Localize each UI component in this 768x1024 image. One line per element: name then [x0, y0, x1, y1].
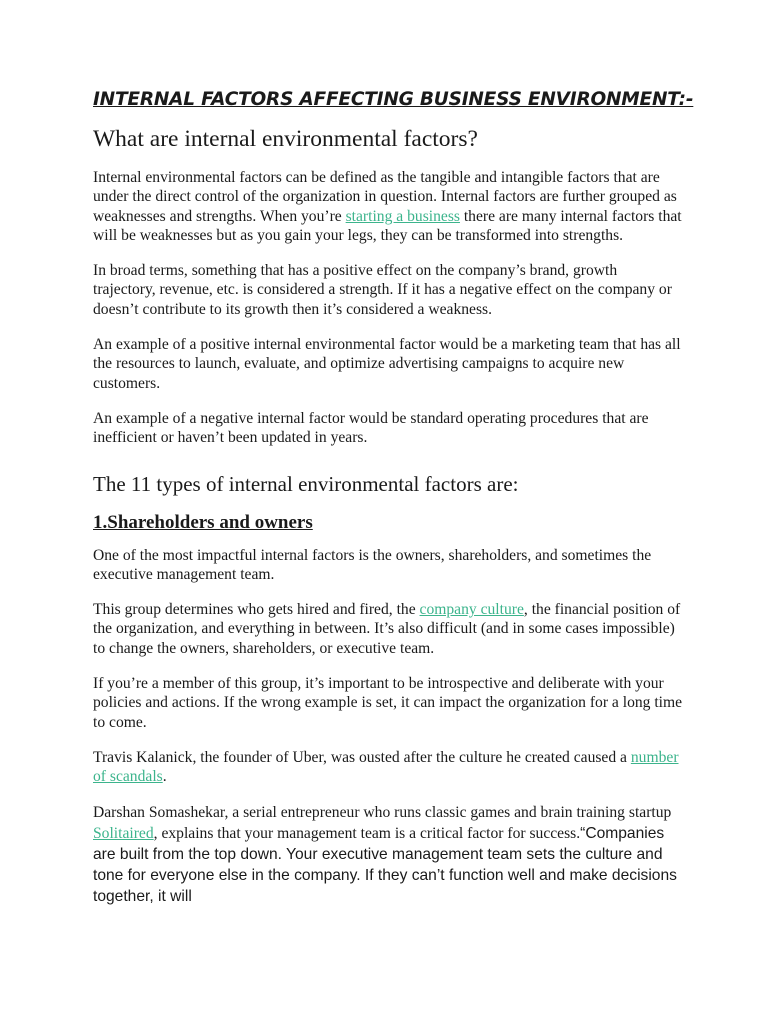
paragraph-text: Travis Kalanick, the founder of Uber, was ousted after the culture he created caused a: [93, 748, 631, 766]
quote-text: “Companies are built from the top down. Your executive management team sets the culture and tone for everyone else in the company. If they can’t function well and make decisions together, it will: [93, 824, 677, 905]
link-company-culture[interactable]: company culture: [419, 601, 524, 619]
paragraph-owners-impact: One of the most impactful internal factors is the owners, shareholders, and sometimes the executive management team.: [93, 546, 652, 583]
paragraph-negative-example: An example of a negative internal factor would be standard operating procedures that are inefficient or haven’t been updated in years.: [93, 409, 649, 447]
paragraph-text: there are many internal factors that will be weaknesses but as you gain your legs, they can be transformed into strengths.: [93, 207, 682, 244]
paragraph-positive-example: An example of a positive internal environmental factor would be a marketing team that has all the resources to launch, evaluate, and optimize advertising campaigns to acquire new customers.: [93, 336, 681, 392]
paragraph-text: Darshan Somashekar, a serial entrepreneur who runs classic games and brain training startup: [93, 803, 672, 821]
paragraph-text: This group determines who gets hired and fired, the: [93, 601, 420, 619]
section-title-text: 1.Shareholders and owners: [93, 511, 313, 533]
paragraph-text: , explains that your management team is a critical factor for success.: [153, 824, 581, 842]
paragraph-member-of-group: If you’re a member of this group, it’s important to be introspective and deliberate with your policies and actions. If the wrong example is set, it can impact the organization for a long time to come.: [93, 675, 683, 731]
paragraph-definition: [93, 168, 683, 245]
paragraph-darshan-somashekar: [93, 803, 683, 907]
link-number-of-scandals[interactable]: number of scandals: [93, 748, 679, 786]
document-title: INTERNAL FACTORS AFFECTING BUSINESS ENVIRONMENT:-: [93, 89, 694, 110]
link-solitaired[interactable]: Solitaired: [93, 824, 154, 842]
heading-what-are-internal-factors: What are internal environmental factors?: [93, 126, 478, 152]
paragraph-text: .: [162, 768, 167, 786]
paragraph-broad-terms: In broad terms, something that has a positive effect on the company’s brand, growth trajectory, revenue, etc. is considered a strength. If it has a negative effect on the company or doesn’t contribute to its growth then it’s considered a weakness.: [93, 262, 672, 318]
heading-11-types: The 11 types of internal environmental factors are:: [93, 471, 519, 496]
paragraph-group-determines: [93, 600, 683, 658]
paragraph-travis-kalanick: [93, 748, 683, 787]
paragraph-text: , the financial position of the organization, and everything in between. It’s also difficult (and in some cases impossible) to change the owners, shareholders, or executive team.: [93, 601, 681, 657]
paragraph-text: Internal environmental factors can be defined as the tangible and intangible factors that are under the direct control of the organization in question. Internal factors are further grouped as weaknesses and strengths. When you’re: [93, 169, 677, 225]
link-starting-a-business[interactable]: starting a business: [345, 207, 460, 225]
section-shareholders-owners: [93, 510, 683, 536]
document-page: [93, 86, 694, 907]
